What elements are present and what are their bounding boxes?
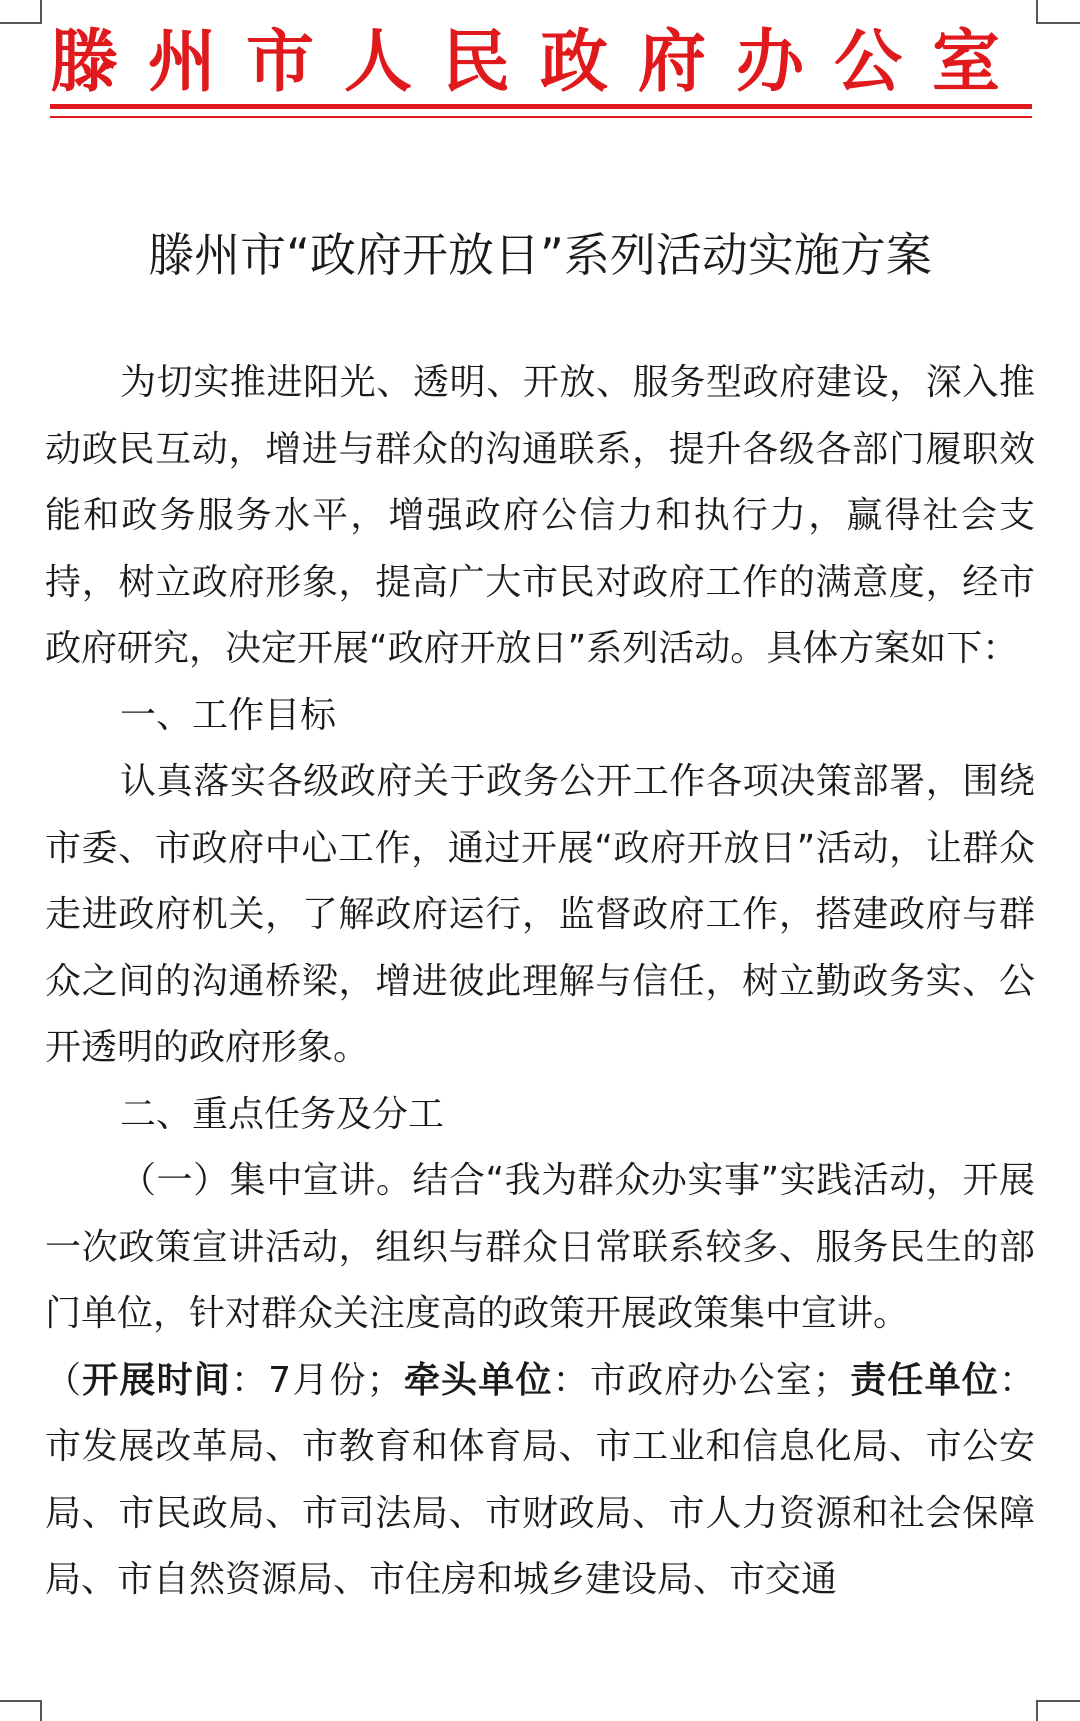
section-heading-tasks: 二、重点任务及分工 [120, 1093, 445, 1135]
responsible-unit-value: ：市发展改革局、市教育和体育局、市工业和信息化局、市公安局、市民政局、市司法局、市财政局、市人力资源和社会保障局、市自然资源局、市住房和城乡建设局、市交通 [45, 1359, 1035, 1600]
time-label: 开展时间 [82, 1359, 231, 1401]
crop-mark-top-right-v [1036, 0, 1038, 22]
section-heading-goals: 一、工作目标 [120, 694, 337, 736]
responsible-unit-label: 责任单位 [849, 1359, 999, 1401]
intro-paragraph: 为切实推进阳光、透明、开放、服务型政府建设，深入推动政民互动，增进与群众的沟通联系，提升各级各部门履职效能和政务服务水平，增强政府公信力和执行力，赢得社会支持，树立政府形象，提高广大市民对政府工作的满意度，经市政府研究，决定开展“政府开放日”系列活动。具体方案如下： [45, 362, 1035, 669]
task-item-1-details [45, 1348, 1035, 1614]
letterhead-rule-thin [50, 116, 1032, 118]
letterhead-rule-thick [50, 104, 1032, 109]
lead-unit-value: ：市政府办公室； [552, 1359, 849, 1401]
crop-mark-top-left-v [40, 0, 42, 22]
task-item-1-paragraph: （一）集中宣讲。结合“我为群众办实事”实践活动，开展一次政策宣讲活动，组织与群众日常联系较多、服务民生的部门单位，针对群众关注度高的政策开展政策集中宣讲。 [45, 1160, 1035, 1334]
crop-mark-bottom-right-h [1036, 1700, 1080, 1702]
crop-mark-bottom-right-v [1036, 1700, 1038, 1721]
document-title: 滕州市“政府开放日”系列活动实施方案 [148, 228, 932, 282]
goals-paragraph: 认真落实各级政府关于政务公开工作各项决策部署，围绕市委、市政府中心工作，通过开展“政府开放日”活动，让群众走进政府机关，了解政府运行，监督政府工作，搭建政府与群众之间的沟通桥梁，增进彼此理解与信任，树立勤政务实、公开透明的政府形象。 [45, 761, 1035, 1068]
open-paren: （ [45, 1359, 83, 1401]
lead-unit-label: 牵头单位 [402, 1359, 553, 1401]
crop-mark-bottom-left-v [40, 1700, 42, 1721]
crop-mark-bottom-left-h [0, 1700, 42, 1702]
time-value: ：7月份； [230, 1359, 403, 1401]
document-body [45, 350, 1035, 1614]
letterhead-org-name: 滕州市人民政府办公室 [49, 22, 1030, 102]
